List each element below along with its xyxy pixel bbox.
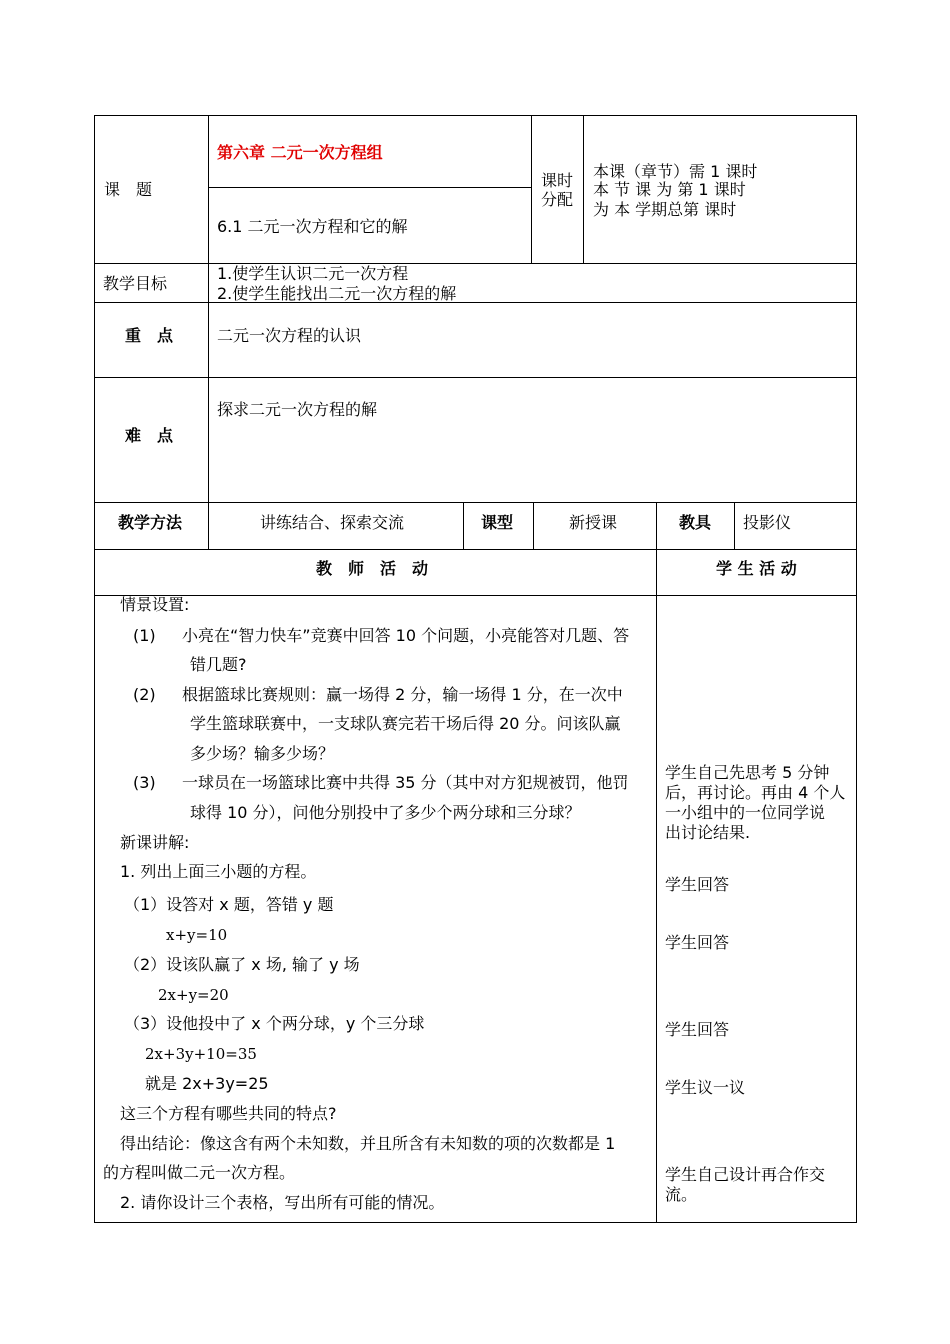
equation-3: 2x+3y+10=35: [145, 1045, 257, 1063]
divider-col-hours-1: [531, 115, 532, 263]
divider-row-5: [94, 549, 857, 550]
question-3-line-1: 一球员在一场篮球比赛中共得 35 分（其中对方犯规被罚，他罚: [182, 773, 629, 792]
topic-label: 课 题: [104, 180, 153, 199]
divider-row-6: [94, 595, 857, 596]
hours-info-line-1: 本课（章节）需 1 课时: [593, 162, 758, 181]
hours-info-line-2: 本 节 课 为 第 1 课时: [593, 180, 746, 199]
question-2-line-1: 根据篮球比赛规则：赢一场得 2 分，输一场得 1 分，在一次中: [182, 685, 623, 704]
lesson-type-label: 课型: [481, 513, 514, 532]
question-2-line-2: 学生篮球联赛中，一支球队赛完若干场后得 20 分。问该队赢: [190, 714, 621, 733]
difficulty-text: 探求二元一次方程的解: [217, 400, 378, 419]
student-design-line-1: 学生自己设计再合作交: [665, 1165, 826, 1184]
divider-title: [208, 187, 531, 188]
question-2-number: (2): [133, 685, 156, 704]
objective-1: 1.使学生认识二元一次方程: [217, 264, 409, 283]
step-1: 1. 列出上面三小题的方程。: [120, 862, 317, 881]
step-2: 2. 请你设计三个表格，写出所有可能的情况。: [120, 1193, 445, 1212]
question-3-number: (3): [133, 773, 156, 792]
student-design-line-2: 流。: [665, 1185, 698, 1204]
scenario-heading: 情景设置:: [120, 595, 190, 614]
student-activity-header: 学 生 活 动: [716, 559, 797, 578]
hours-info-line-3: 为 本 学期总第 课时: [593, 200, 737, 219]
student-think-line-4: 出讨论结果.: [665, 823, 751, 842]
divider-col-label: [208, 115, 209, 549]
key-point-label: 重 点: [125, 326, 174, 345]
new-lesson-heading: 新课讲解:: [120, 833, 190, 852]
table-border-right: [856, 115, 857, 1223]
key-point-text: 二元一次方程的认识: [217, 326, 362, 345]
lesson-type-value: 新授课: [569, 513, 618, 532]
divider-col-tools: [734, 502, 735, 549]
conclusion-line-1: 得出结论：像这含有两个未知数，并且所含有未知数的项的次数都是 1: [120, 1134, 616, 1153]
hours-label-line-2: 分配: [541, 190, 574, 209]
student-think-line-3: 一小组中的一位同学说: [665, 803, 826, 822]
table-border-left: [94, 115, 95, 1223]
equation-1: x+y=10: [166, 926, 228, 944]
table-border-bottom: [94, 1222, 857, 1223]
step-1-case-1: （1）设答对 x 题，答错 y 题: [124, 895, 334, 914]
difficulty-label: 难 点: [125, 426, 174, 445]
student-think-line-1: 学生自己先思考 5 分钟: [665, 763, 830, 782]
common-feature-question: 这三个方程有哪些共同的特点?: [120, 1104, 337, 1123]
question-1-line-2: 错几题?: [190, 655, 247, 674]
student-answer-1: 学生回答: [665, 875, 730, 894]
student-discuss: 学生议一议: [665, 1078, 746, 1097]
divider-col-type: [533, 502, 534, 549]
question-1-line-1: 小亮在“智力快车”竞赛中回答 10 个问题，小亮能答对几题、答: [182, 626, 630, 645]
method-label: 教学方法: [118, 513, 183, 532]
tools-value: 投影仪: [743, 513, 792, 532]
method-value: 讲练结合、探索交流: [260, 513, 405, 532]
divider-col-activity: [656, 502, 657, 1222]
tools-label: 教具: [679, 513, 712, 532]
section-title: 6.1 二元一次方程和它的解: [217, 217, 408, 236]
conclusion-line-2: 的方程叫做二元一次方程。: [103, 1163, 296, 1182]
step-1-case-2: （2）设该队赢了 x 场, 输了 y 场: [124, 955, 360, 974]
question-2-line-3: 多少场？输多少场？: [190, 744, 335, 763]
equation-2: 2x+y=20: [158, 986, 229, 1004]
step-1-case-3: （3）设他投中了 x 个两分球，y 个三分球: [124, 1014, 425, 1033]
divider-col-hours-2: [583, 115, 584, 263]
question-3-line-2: 球得 10 分），问他分别投中了多少个两分球和三分球？: [190, 803, 581, 822]
hours-label-line-1: 课时: [541, 171, 574, 190]
teacher-activity-header: 教 师 活 动: [316, 559, 429, 578]
student-answer-3: 学生回答: [665, 1020, 730, 1039]
question-1-number: (1): [133, 626, 156, 645]
objectives-label: 教学目标: [103, 274, 168, 293]
student-think-line-2: 后，再讨论。再由 4 个人: [665, 783, 846, 802]
objective-2: 2.使学生能找出二元一次方程的解: [217, 284, 457, 303]
divider-col-method: [463, 502, 464, 549]
student-answer-2: 学生回答: [665, 933, 730, 952]
equation-3-simplified: 就是 2x+3y=25: [145, 1074, 269, 1093]
chapter-title: 第六章 二元一次方程组: [217, 143, 383, 162]
